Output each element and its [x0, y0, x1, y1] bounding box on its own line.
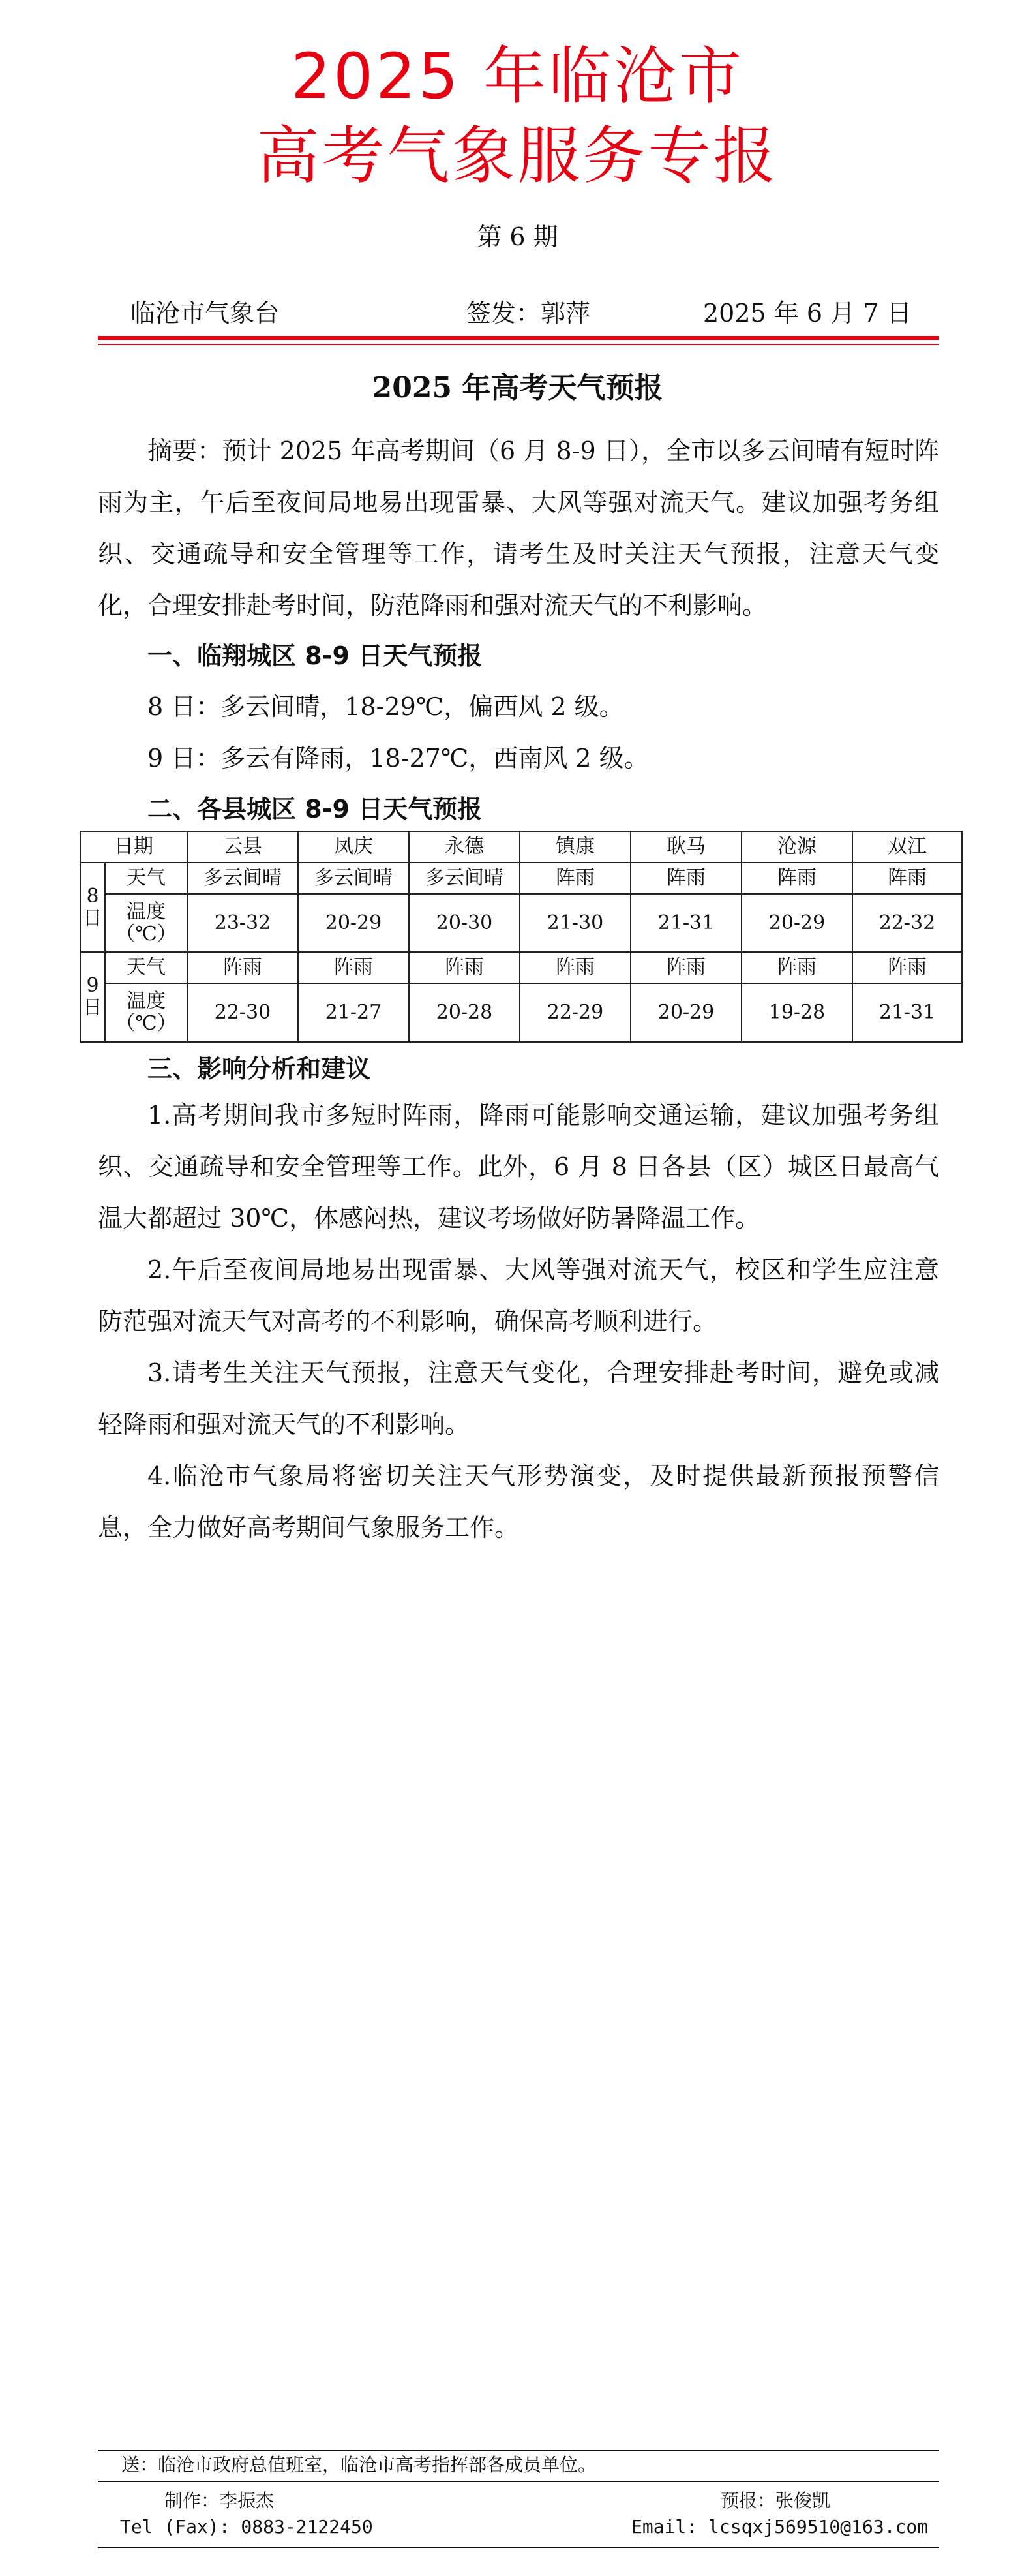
county-header-cell: 凤庆: [298, 831, 409, 863]
table-cell: 21-30: [520, 894, 631, 952]
temp-label-text: 温度: [127, 900, 166, 923]
table-header-row: [80, 831, 962, 863]
table-cell: 多云间晴: [409, 863, 520, 894]
county-header-cell: 镇康: [520, 831, 631, 863]
advice-item-2: 2.午后至夜间局地易出现雷暴、大风等强对流天气，校区和学生应注意防范强对流天气对高考的不利影响，确保高考顺利进行。: [98, 1255, 939, 1336]
signer: 签发：郭萍: [466, 299, 591, 328]
linxiang-day9-forecast: 9 日：多云有降雨，18-27℃，西南风 2 级。: [147, 744, 649, 773]
table-cell: 阵雨: [631, 863, 742, 894]
table-row-day9-temp: [80, 983, 962, 1042]
table-cell: 22-29: [520, 983, 631, 1042]
footer-divider-bottom: [98, 2547, 939, 2548]
table-cell: 20-29: [631, 983, 742, 1042]
temp-label-text: 温度: [127, 990, 166, 1013]
table-row-day9-weather: [80, 952, 962, 983]
summary-paragraph: 摘要：预计 2025 年高考期间（6 月 8-9 日），全市以多云间晴有短时阵雨为主，午后至夜间局地易出现雷暴、大风等强对流天气。建议加强考务组织、交通疏导和安全管理等工作，请考生及时关注天气预报，注意天气变化，合理安排赴考时间，防范降雨和强对流天气的不利影响。: [98, 437, 939, 620]
issue-number: 第 6 期: [477, 222, 558, 251]
section2-heading: 二、各县城区 8-9 日天气预报: [147, 795, 483, 823]
table-cell: 21-31: [631, 894, 742, 952]
date-header-cell: 日期: [80, 831, 187, 863]
temp-label-cell: [105, 983, 187, 1042]
table-cell: 20-29: [298, 894, 409, 952]
table-cell: 阵雨: [852, 952, 962, 983]
tel-fax: Tel (Fax): 0883-2122450: [120, 2516, 373, 2538]
weather-label-cell: 天气: [105, 863, 187, 894]
forecaster: 预报：张俊凯: [721, 2490, 831, 2511]
weather-label-cell: 天气: [105, 952, 187, 983]
table-cell: 阵雨: [520, 863, 631, 894]
table-row-day8-temp: [80, 894, 962, 952]
table-cell: 阵雨: [187, 952, 298, 983]
table-cell: 阵雨: [298, 952, 409, 983]
county-header-cell: 永德: [409, 831, 520, 863]
issuer: 临沧市气象台: [130, 299, 280, 328]
table-cell: 阵雨: [852, 863, 962, 894]
table-cell: 阵雨: [631, 952, 742, 983]
day9-label-number: 9: [86, 974, 99, 998]
table-cell: 多云间晴: [298, 863, 409, 894]
table-cell: 多云间晴: [187, 863, 298, 894]
footer-divider-top: [98, 2450, 939, 2451]
header-divider-thin: [98, 344, 939, 345]
day8-label-number: 8: [86, 884, 99, 908]
email: Email: lcsqxj569510@163.com: [631, 2516, 929, 2538]
temp-label-unit: （℃）: [115, 1012, 177, 1035]
table-cell: 阵雨: [742, 863, 852, 894]
header-divider-thick: [98, 336, 939, 340]
table-cell: 19-28: [742, 983, 852, 1042]
county-header-cell: 耿马: [631, 831, 742, 863]
day8-label-cell: [80, 863, 105, 952]
table-cell: 阵雨: [520, 952, 631, 983]
temp-label-unit: （℃）: [115, 922, 177, 945]
table-cell: 21-31: [852, 983, 962, 1042]
table-cell: 22-32: [852, 894, 962, 952]
issue-date: 2025 年 6 月 7 日: [703, 299, 912, 328]
advice-item-3: 3.请考生关注天气预报，注意天气变化，合理安排赴考时间，避免或减轻降雨和强对流天气的不利影响。: [98, 1358, 939, 1439]
day8-label-unit: 日: [83, 906, 102, 930]
county-header-cell: 云县: [187, 831, 298, 863]
document-title: 2025 年高考天气预报: [372, 371, 663, 405]
table-cell: 20-30: [409, 894, 520, 952]
table-cell: 阵雨: [409, 952, 520, 983]
distribution-list: 送：临沧市政府总值班室，临沧市高考指挥部各成员单位。: [121, 2454, 597, 2476]
table-cell: 22-30: [187, 983, 298, 1042]
table-cell: 23-32: [187, 894, 298, 952]
section3-heading: 三、影响分析和建议: [147, 1054, 371, 1083]
county-forecast-table: [80, 831, 963, 1043]
county-header-cell: 双江: [852, 831, 962, 863]
day9-label-unit: 日: [83, 996, 102, 1020]
advice-item-4: 4.临沧市气象局将密切关注天气形势演变，及时提供最新预报预警信息，全力做好高考期间气象服务工作。: [98, 1462, 939, 1542]
advice-item-1: 1.高考期间我市多短时阵雨，降雨可能影响交通运输，建议加强考务组织、交通疏导和安全管理等工作。此外，6 月 8 日各县（区）城区日最高气温大都超过 30℃，体感闷热，建议考场做好防暑降温工作。: [98, 1101, 939, 1233]
masthead-title-line1: 2025 年临沧市: [291, 40, 744, 113]
table-cell: 阵雨: [742, 952, 852, 983]
table-cell: 20-28: [409, 983, 520, 1042]
section1-heading: 一、临翔城区 8-9 日天气预报: [147, 641, 483, 670]
footer-divider-middle: [98, 2481, 939, 2482]
linxiang-day8-forecast: 8 日：多云间晴，18-29℃，偏西风 2 级。: [147, 692, 624, 721]
table-cell: 20-29: [742, 894, 852, 952]
county-header-cell: 沧源: [742, 831, 852, 863]
table-cell: 21-27: [298, 983, 409, 1042]
temp-label-cell: [105, 894, 187, 952]
table-row-day8-weather: [80, 863, 962, 894]
masthead-title-line2: 高考气象服务专报: [256, 119, 779, 192]
producer: 制作：李振杰: [164, 2490, 275, 2511]
day9-label-cell: [80, 952, 105, 1042]
